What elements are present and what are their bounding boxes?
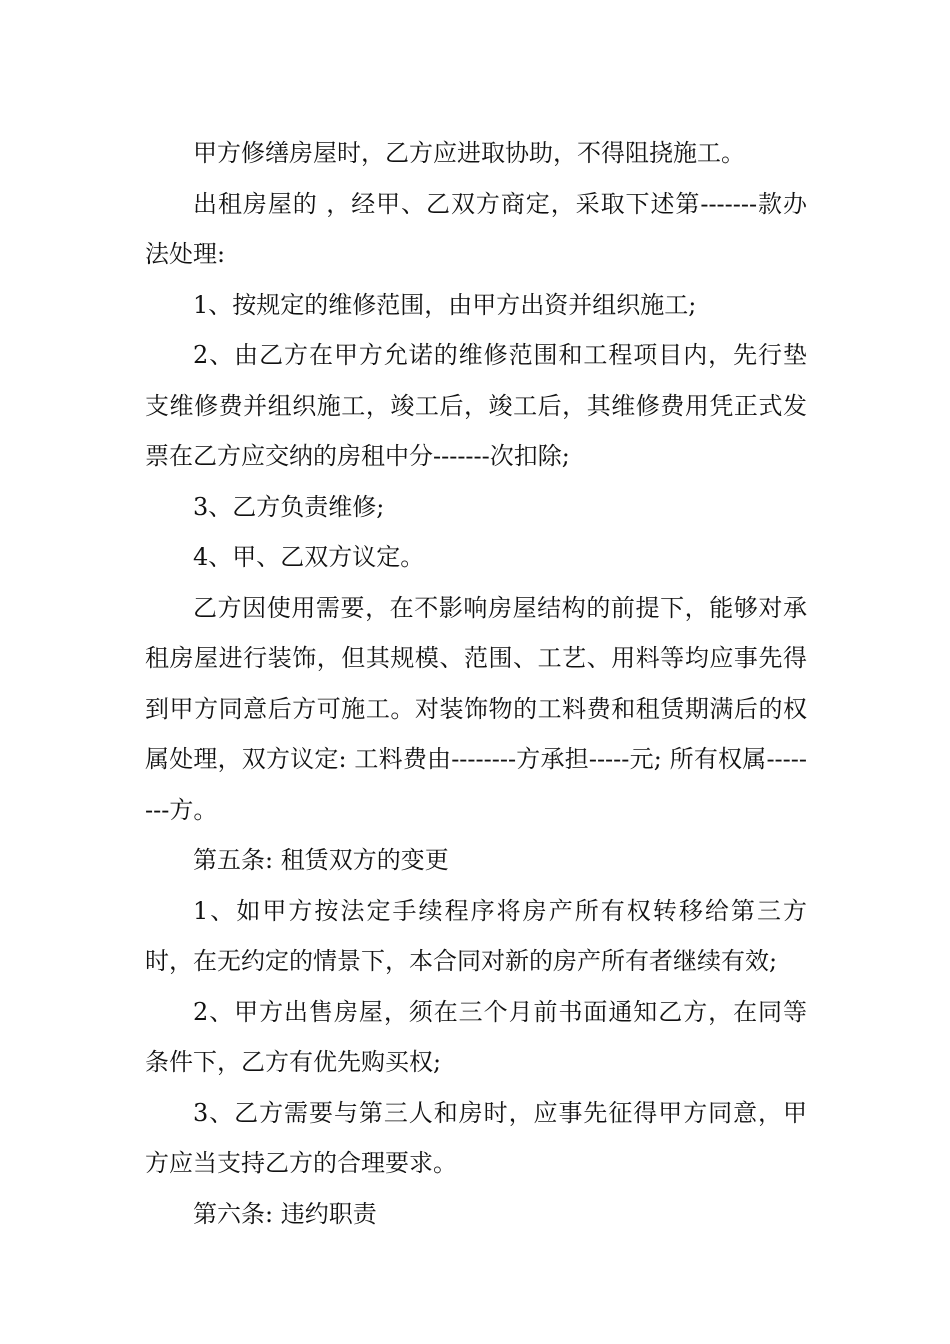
- paragraph-repair-method: 出租房屋的 ，经甲、乙双方商定，采取下述第-------款办法处理:: [145, 189, 807, 268]
- paragraph-option-4: 4、甲、乙双方议定。: [193, 543, 425, 571]
- paragraph-repair-cooperation: 甲方修缮房屋时，乙方应进取协助，不得阻挠施工。: [193, 139, 745, 167]
- paragraph-option-3: 3、乙方负责维修;: [193, 492, 385, 521]
- article-six-heading: 第六条: 违约职责: [193, 1199, 377, 1228]
- paragraph-decoration: 乙方因使用需要，在不影响房屋结构的前提下，能够对承租房屋进行装饰，但其规模、范围、工艺、用料等均应事先得到甲方同意后方可施工。对装饰物的工料费和租赁期满后的权属处理，双方议定: 工料费由--------方承担-----元; 所有权属--------方。: [145, 593, 807, 824]
- article-five-heading: 第五条: 租赁双方的变更: [193, 846, 449, 874]
- document-body: [145, 128, 807, 1239]
- paragraph-option-1: 1、按规定的维修范围，由甲方出资并组织施工;: [193, 290, 697, 319]
- paragraph-change-2: 2、甲方出售房屋，须在三个月前书面通知乙方，在同等条件下，乙方有优先购买权;: [145, 997, 807, 1076]
- paragraph-option-2: 2、由乙方在甲方允诺的维修范围和工程项目内，先行垫支维修费并组织施工，竣工后，竣工后，其维修费用凭正式发票在乙方应交纳的房租中分-------次扣除;: [145, 341, 807, 470]
- paragraph-change-3: 3、乙方需要与第三人和房时，应事先征得甲方同意，甲方应当支持乙方的合理要求。: [145, 1098, 807, 1177]
- paragraph-change-1: 1、如甲方按法定手续程序将房产所有权转移给第三方时，在无约定的情景下，本合同对新的房产所有者继续有效;: [145, 896, 807, 975]
